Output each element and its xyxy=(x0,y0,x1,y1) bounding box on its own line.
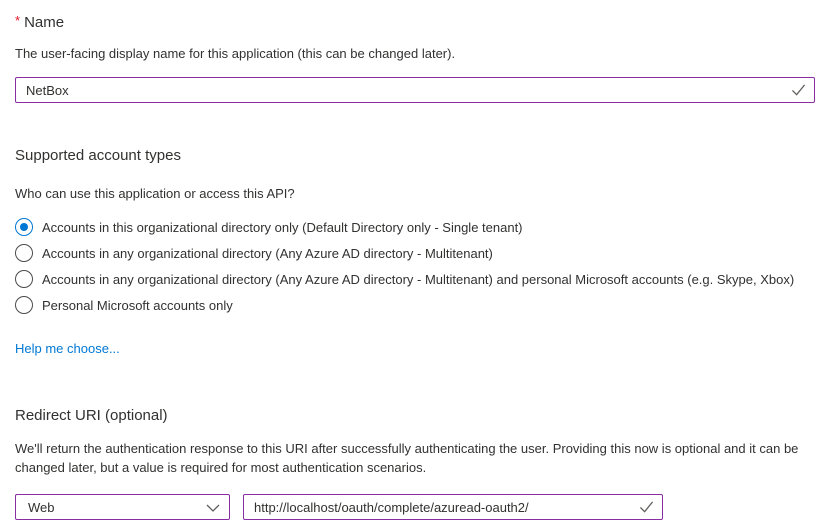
redirect-uri-input-wrap xyxy=(243,494,663,520)
help-me-choose-link[interactable]: Help me choose... xyxy=(15,341,120,356)
name-section-title xyxy=(15,0,815,32)
account-types-title: Supported account types xyxy=(15,147,181,164)
required-asterisk: * xyxy=(15,13,21,28)
account-types-radio-group xyxy=(15,214,815,318)
radio-button[interactable] xyxy=(15,244,33,262)
redirect-uri-input[interactable] xyxy=(243,494,663,520)
radio-option-label: Accounts in any organizational directory (Any Azure AD directory - Multitenant) xyxy=(42,245,493,261)
radio-option-multitenant[interactable] xyxy=(15,240,815,266)
name-description: The user-facing display name for this application (this can be changed later). xyxy=(15,46,456,61)
platform-select-value: Web xyxy=(28,499,55,515)
account-types-question: Who can use this application or access this API? xyxy=(15,186,295,201)
radio-option-personal-only[interactable] xyxy=(15,292,815,318)
name-input[interactable] xyxy=(15,77,815,103)
platform-select[interactable] xyxy=(15,494,230,520)
radio-option-label: Accounts in any organizational directory (Any Azure AD directory - Multitenant) and personal Microsoft accounts (e.g. Skype, Xbox) xyxy=(42,271,795,287)
name-input-wrap xyxy=(15,77,815,103)
radio-option-label: Personal Microsoft accounts only xyxy=(42,297,233,313)
radio-option-single-tenant[interactable] xyxy=(15,214,815,240)
redirect-uri-description: We'll return the authentication response to this URI after successfully authenticating the user. Providing this now is optional and it can be changed later, but a value is required for most authentication scenarios. xyxy=(15,441,799,475)
chevron-down-icon xyxy=(206,504,220,512)
radio-button[interactable] xyxy=(15,270,33,288)
radio-option-label: Accounts in this organizational directory only (Default Directory only - Single tenant) xyxy=(42,219,523,235)
radio-button[interactable] xyxy=(15,218,33,236)
redirect-uri-title: Redirect URI (optional) xyxy=(15,407,168,424)
redirect-uri-row xyxy=(15,494,815,520)
name-title-text: Name xyxy=(24,14,65,31)
radio-button[interactable] xyxy=(15,296,33,314)
radio-option-multitenant-personal[interactable] xyxy=(15,266,815,292)
